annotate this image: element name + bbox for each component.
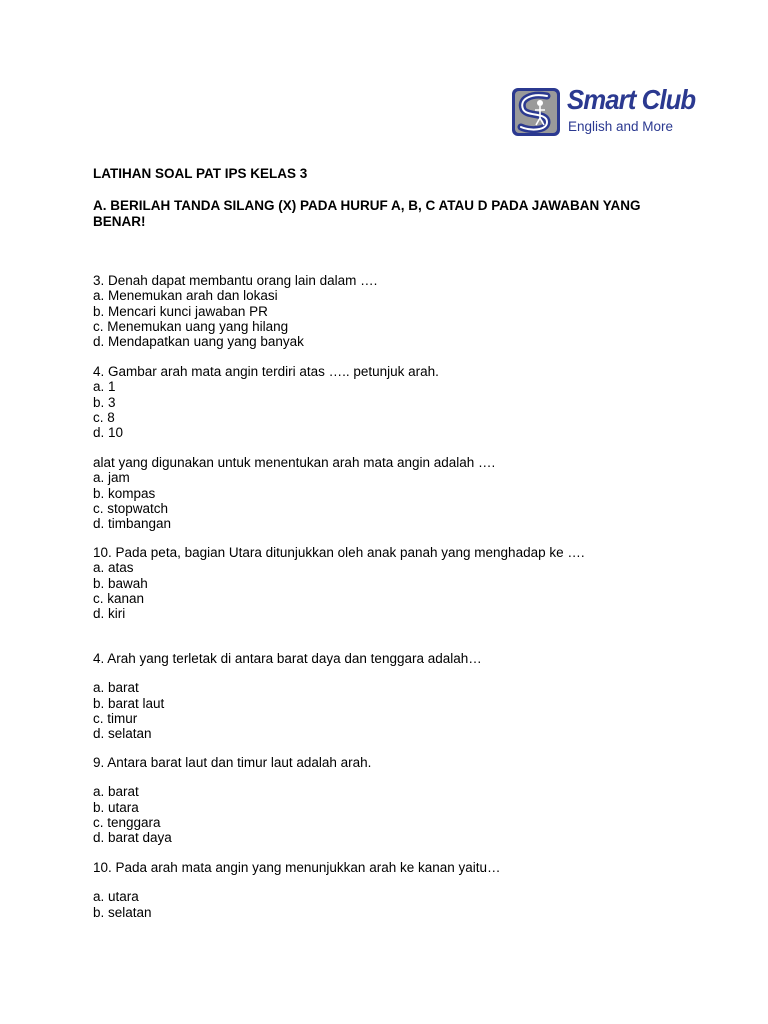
answer-options xyxy=(93,680,482,741)
logo-title: Smart Club xyxy=(567,84,696,115)
question-item xyxy=(93,273,377,349)
answer-options xyxy=(93,784,371,845)
answer-option: d. barat daya xyxy=(93,830,172,846)
answer-option: a. barat xyxy=(93,784,139,800)
logo-subtitle: English and More xyxy=(568,119,674,134)
answer-option: b. kompas xyxy=(93,485,156,501)
question-text: alat yang digunakan untuk menentukan arah mata angin adalah …. xyxy=(93,455,496,470)
question-item xyxy=(93,364,439,440)
question-text: 10. Pada peta, bagian Utara ditunjukkan oleh anak panah yang menghadap ke …. xyxy=(93,545,585,560)
answer-option: b. barat laut xyxy=(93,695,165,711)
question-text: 3. Denah dapat membantu orang lain dalam …. xyxy=(93,273,378,288)
answer-option: c. kanan xyxy=(93,590,145,606)
answer-option: c. stopwatch xyxy=(93,500,169,516)
answer-options xyxy=(93,379,439,440)
answer-options xyxy=(93,470,495,531)
answer-option: b. bawah xyxy=(93,575,148,591)
answer-option: a. barat xyxy=(93,680,139,696)
question-item xyxy=(93,545,585,621)
logo-emblem-icon xyxy=(511,87,561,137)
answer-option: b. Mencari kunci jawaban PR xyxy=(93,303,268,319)
answer-options xyxy=(93,889,501,920)
answer-option: c. tenggara xyxy=(93,814,161,830)
answer-option: a. jam xyxy=(93,470,130,486)
answer-option: b. 3 xyxy=(93,394,116,410)
answer-option: d. timbangan xyxy=(93,516,172,532)
question-item xyxy=(93,651,482,741)
question-text: 10. Pada arah mata angin yang menunjukkan arah ke kanan yaitu… xyxy=(93,860,501,875)
answer-option: d. kiri xyxy=(93,606,126,622)
question-text: 4. Arah yang terletak di antara barat daya dan tenggara adalah… xyxy=(93,651,482,666)
answer-option: b. selatan xyxy=(93,904,152,920)
question-item xyxy=(93,755,371,845)
answer-option: d. Mendapatkan uang yang banyak xyxy=(93,334,304,350)
question-item xyxy=(93,455,495,531)
answer-option: d. selatan xyxy=(93,726,152,742)
answer-option: a. 1 xyxy=(93,379,116,395)
answer-option: c. 8 xyxy=(93,409,115,425)
answer-options xyxy=(93,288,377,349)
page-title: LATIHAN SOAL PAT IPS KELAS 3 xyxy=(93,166,308,181)
answer-option: a. utara xyxy=(93,889,139,905)
answer-option: c. timur xyxy=(93,710,138,726)
question-item xyxy=(93,860,501,920)
answer-options xyxy=(93,560,585,621)
question-text: 9. Antara barat laut dan timur laut adalah arah. xyxy=(93,755,372,770)
question-text: 4. Gambar arah mata angin terdiri atas ….. petunjuk arah. xyxy=(93,364,439,379)
answer-option: a. Menemukan arah dan lokasi xyxy=(93,288,278,304)
answer-option: b. utara xyxy=(93,799,139,815)
answer-option: c. Menemukan uang yang hilang xyxy=(93,318,289,334)
answer-option: d. 10 xyxy=(93,425,124,441)
instruction: A. BERILAH TANDA SILANG (X) PADA HURUF A, B, C ATAU D PADA JAWABAN YANG BENAR! xyxy=(93,198,641,229)
answer-option: a. atas xyxy=(93,560,134,576)
smart-club-logo xyxy=(511,86,711,138)
